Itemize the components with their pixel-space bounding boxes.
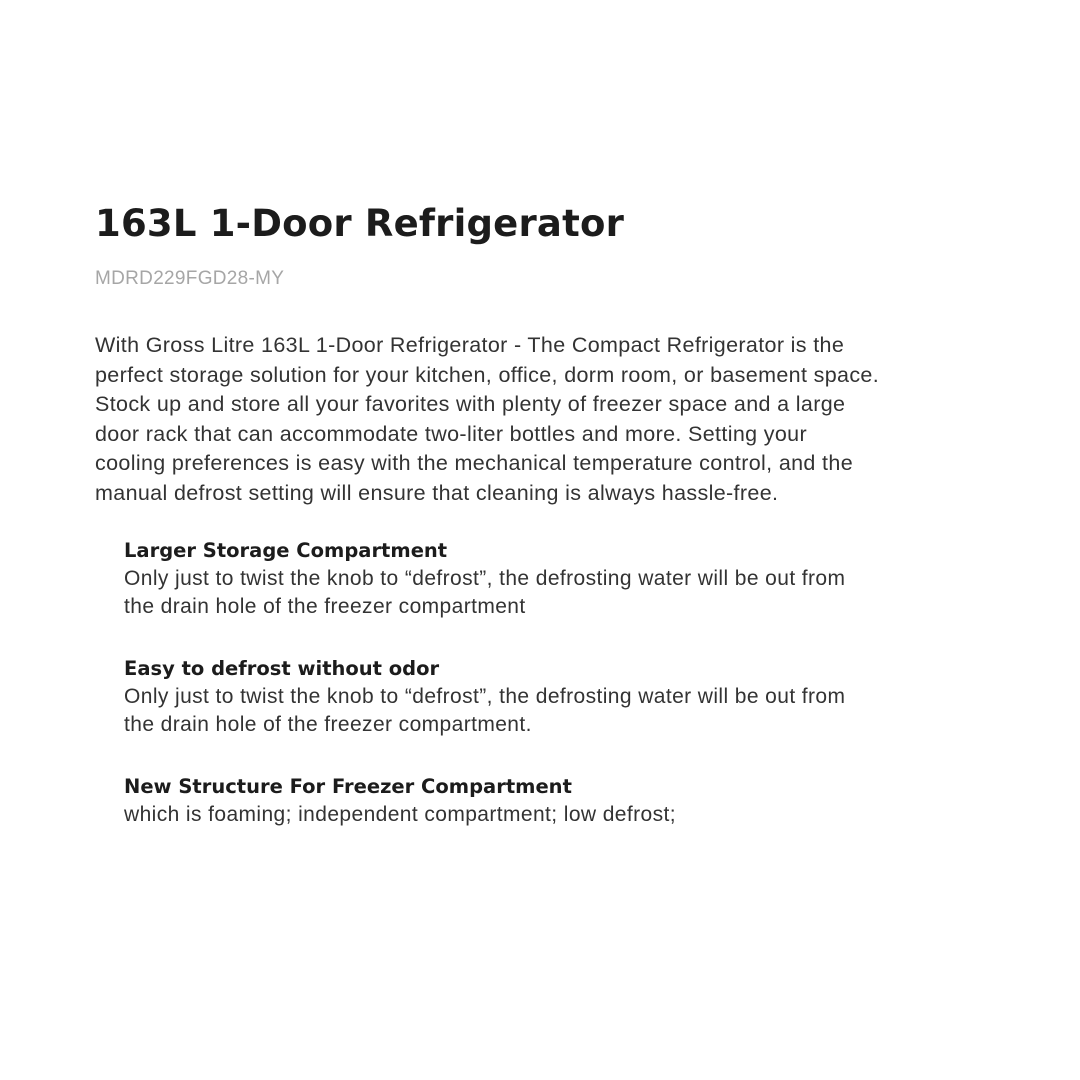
feature-description [124, 565, 1004, 620]
intro-line: door rack that can accommodate two-liter bottles and more. Setting your [95, 421, 807, 446]
feature-line: the drain hole of the freezer compartment [124, 594, 526, 618]
intro-line: perfect storage solution for your kitchen, office, dorm room, or basement space. [95, 362, 880, 387]
intro-line: With Gross Litre 163L 1-Door Refrigerator - The Compact Refrigerator is the [95, 333, 845, 357]
feature-item [124, 537, 1004, 620]
product-sku: MDRD229FGD28-MY [95, 268, 285, 289]
feature-item [124, 655, 1004, 738]
intro-line: manual defrost setting will ensure that cleaning is always hassle-free. [95, 480, 779, 505]
feature-line: Only just to twist the knob to “defrost”, the defrosting water will be out from [124, 685, 846, 708]
feature-description [124, 801, 1004, 829]
feature-title: Easy to defrost without odor [124, 657, 440, 680]
intro-line: cooling preferences is easy with the mechanical temperature control, and the [95, 451, 853, 476]
product-title: 163L 1-Door Refrigerator [95, 202, 625, 245]
feature-description [124, 683, 1004, 738]
intro-line: Stock up and store all your favorites with plenty of freezer space and a large [95, 392, 846, 417]
feature-title: Larger Storage Compartment [124, 539, 448, 562]
feature-item [124, 773, 1004, 829]
feature-line: the drain hole of the freezer compartment. [124, 712, 532, 736]
product-intro [95, 331, 1015, 509]
feature-line: Only just to twist the knob to “defrost”, the defrosting water will be out from [124, 567, 846, 590]
feature-line: which is foaming; independent compartment; low defrost; [124, 803, 676, 826]
feature-title: New Structure For Freezer Compartment [124, 775, 572, 798]
